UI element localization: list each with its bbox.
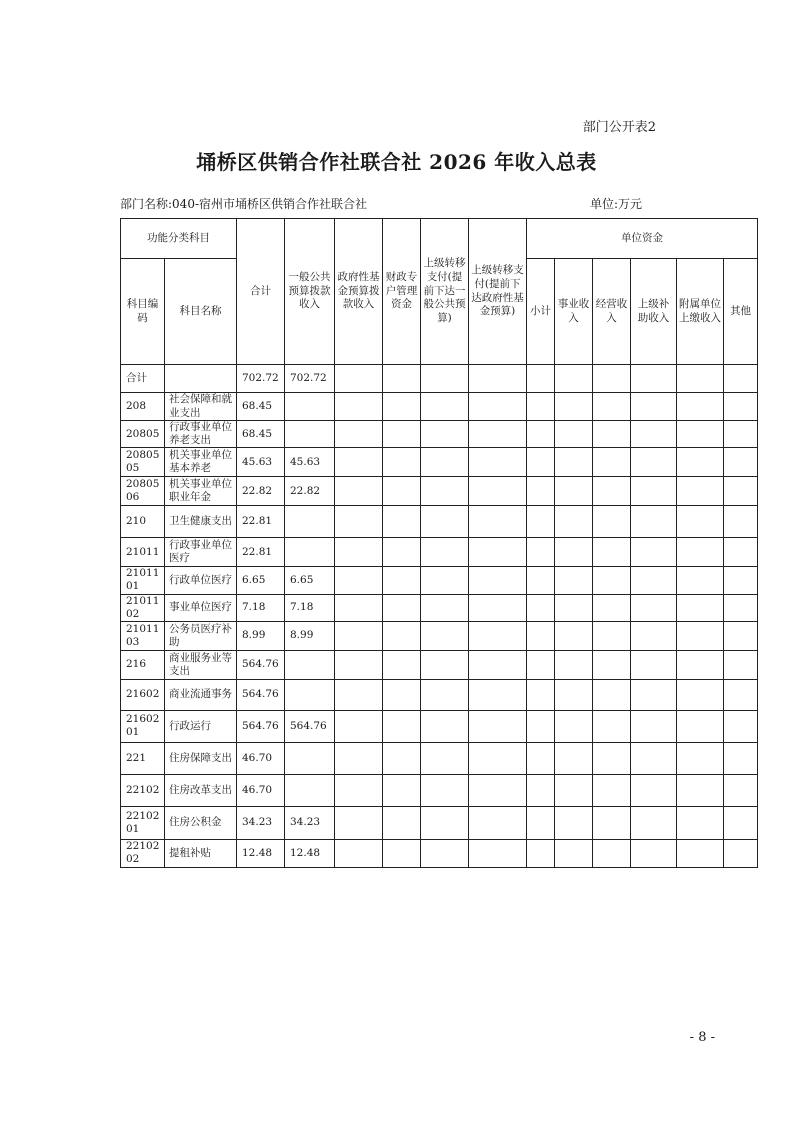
cell-empty: [527, 710, 555, 742]
table-row: [121, 421, 758, 448]
cell-empty: [593, 365, 631, 393]
table-row: [121, 710, 758, 742]
cell-empty: [724, 448, 758, 477]
cell-name: 机关事业单位职业年金: [165, 477, 237, 506]
cell-empty: [593, 679, 631, 710]
header-general-budget: 一般公共预算拨款收入: [285, 219, 335, 365]
cell-empty: [631, 477, 677, 506]
table-row: [121, 774, 758, 806]
cell-empty: [555, 567, 593, 594]
cell-empty: [593, 650, 631, 679]
cell-general-budget: 6.65: [285, 567, 335, 594]
header-subtotal: 小计: [527, 259, 555, 365]
cell-empty: [527, 393, 555, 421]
cell-empty: [677, 774, 724, 806]
cell-empty: [383, 477, 421, 506]
header-affiliate: 附属单位上缴收入: [677, 259, 724, 365]
page-title: 埇桥区供销合作社联合社 2026 年收入总表: [196, 150, 597, 174]
cell-name: 行政事业单位医疗: [165, 538, 237, 567]
cell-general-budget: 34.23: [285, 806, 335, 839]
cell-empty: [335, 365, 383, 393]
header-transfer-fund: 上级转移支付(提前下达政府性基金预算): [469, 219, 527, 365]
cell-empty: [335, 421, 383, 448]
cell-total: 22.82: [237, 477, 285, 506]
cell-name: 卫生健康支出: [165, 506, 237, 538]
cell-empty: [555, 448, 593, 477]
cell-empty: [724, 839, 758, 867]
cell-empty: [469, 774, 527, 806]
cell-empty: [593, 621, 631, 650]
cell-empty: [527, 506, 555, 538]
cell-code: 2101103: [121, 621, 165, 650]
header-func-category: 功能分类科目: [121, 219, 237, 259]
cell-total: 702.72: [237, 365, 285, 393]
cell-general-budget: [285, 679, 335, 710]
cell-empty: [335, 710, 383, 742]
cell-total: 564.76: [237, 679, 285, 710]
cell-empty: [724, 594, 758, 621]
cell-empty: [335, 774, 383, 806]
cell-code: 2101101: [121, 567, 165, 594]
cell-empty: [421, 421, 469, 448]
cell-empty: [631, 742, 677, 774]
cell-empty: [677, 506, 724, 538]
cell-empty: [383, 365, 421, 393]
cell-empty: [383, 421, 421, 448]
department-label: 部门名称:040-宿州市埇桥区供销合作社联合社: [120, 197, 368, 211]
cell-empty: [677, 538, 724, 567]
cell-empty: [555, 621, 593, 650]
cell-empty: [631, 679, 677, 710]
cell-total: 46.70: [237, 774, 285, 806]
cell-empty: [555, 365, 593, 393]
cell-empty: [469, 477, 527, 506]
table-row: [121, 806, 758, 839]
cell-empty: [383, 448, 421, 477]
cell-empty: [383, 567, 421, 594]
cell-empty: [677, 742, 724, 774]
cell-empty: [469, 393, 527, 421]
cell-empty: [383, 506, 421, 538]
cell-empty: [421, 393, 469, 421]
cell-empty: [555, 742, 593, 774]
cell-empty: [724, 806, 758, 839]
header-unit-funds: 单位资金: [527, 219, 758, 259]
cell-empty: [421, 567, 469, 594]
cell-empty: [383, 710, 421, 742]
cell-empty: [724, 365, 758, 393]
cell-empty: [724, 506, 758, 538]
cell-empty: [469, 594, 527, 621]
cell-empty: [677, 365, 724, 393]
cell-empty: [555, 421, 593, 448]
header-gov-fund: 政府性基金预算拨款收入: [335, 219, 383, 365]
cell-empty: [593, 477, 631, 506]
cell-empty: [335, 742, 383, 774]
header-business: 事业收入: [555, 259, 593, 365]
cell-empty: [421, 538, 469, 567]
cell-empty: [469, 710, 527, 742]
cell-empty: [527, 806, 555, 839]
cell-empty: [421, 506, 469, 538]
cell-empty: [631, 710, 677, 742]
cell-empty: [469, 365, 527, 393]
cell-empty: [724, 621, 758, 650]
cell-empty: [631, 839, 677, 867]
cell-empty: [383, 774, 421, 806]
cell-empty: [555, 393, 593, 421]
cell-code: 216: [121, 650, 165, 679]
cell-general-budget: [285, 650, 335, 679]
table-row: [121, 448, 758, 477]
cell-empty: [677, 621, 724, 650]
table-row: [121, 621, 758, 650]
cell-name: [165, 365, 237, 393]
cell-empty: [631, 365, 677, 393]
cell-empty: [421, 477, 469, 506]
header-other: 其他: [724, 259, 758, 365]
cell-empty: [335, 393, 383, 421]
cell-empty: [677, 448, 724, 477]
table-row: [121, 594, 758, 621]
cell-empty: [469, 538, 527, 567]
cell-empty: [631, 594, 677, 621]
table-row: [121, 506, 758, 538]
cell-empty: [469, 679, 527, 710]
cell-empty: [383, 594, 421, 621]
cell-general-budget: 12.48: [285, 839, 335, 867]
cell-empty: [335, 448, 383, 477]
cell-empty: [724, 679, 758, 710]
cell-empty: [421, 448, 469, 477]
header-code: 科目编码: [121, 259, 165, 365]
cell-empty: [527, 538, 555, 567]
cell-empty: [421, 710, 469, 742]
cell-empty: [631, 621, 677, 650]
cell-name: 行政事业单位养老支出: [165, 421, 237, 448]
cell-empty: [421, 621, 469, 650]
cell-empty: [555, 806, 593, 839]
cell-empty: [593, 448, 631, 477]
cell-code: 2210202: [121, 839, 165, 867]
cell-empty: [421, 650, 469, 679]
table-row: [121, 567, 758, 594]
cell-general-budget: 564.76: [285, 710, 335, 742]
table-row: [121, 650, 758, 679]
cell-total: 564.76: [237, 710, 285, 742]
header-subsidy: 上级补助收入: [631, 259, 677, 365]
cell-empty: [527, 567, 555, 594]
cell-empty: [724, 742, 758, 774]
cell-empty: [527, 448, 555, 477]
cell-empty: [469, 567, 527, 594]
cell-total: 8.99: [237, 621, 285, 650]
cell-empty: [527, 679, 555, 710]
cell-empty: [593, 710, 631, 742]
cell-empty: [527, 839, 555, 867]
cell-empty: [677, 679, 724, 710]
cell-empty: [469, 839, 527, 867]
cell-total: 6.65: [237, 567, 285, 594]
cell-empty: [555, 538, 593, 567]
cell-empty: [724, 710, 758, 742]
cell-total: 7.18: [237, 594, 285, 621]
header-transfer-general: 上级转移支付(提前下达一般公共预算): [421, 219, 469, 365]
cell-name: 事业单位医疗: [165, 594, 237, 621]
cell-empty: [527, 774, 555, 806]
cell-empty: [335, 594, 383, 621]
cell-total: 45.63: [237, 448, 285, 477]
cell-empty: [421, 679, 469, 710]
table-row: [121, 365, 758, 393]
cell-general-budget: [285, 506, 335, 538]
cell-empty: [593, 567, 631, 594]
unit-label: 单位:万元: [590, 197, 643, 211]
cell-empty: [527, 477, 555, 506]
cell-code: 合计: [121, 365, 165, 393]
cell-empty: [421, 365, 469, 393]
income-summary-table: [120, 218, 758, 868]
cell-empty: [593, 742, 631, 774]
cell-empty: [677, 421, 724, 448]
cell-empty: [677, 710, 724, 742]
cell-empty: [555, 679, 593, 710]
cell-empty: [421, 806, 469, 839]
cell-total: 68.45: [237, 421, 285, 448]
cell-empty: [677, 839, 724, 867]
cell-empty: [677, 567, 724, 594]
cell-empty: [527, 365, 555, 393]
table-row: [121, 538, 758, 567]
cell-empty: [631, 421, 677, 448]
cell-general-budget: [285, 742, 335, 774]
cell-empty: [724, 538, 758, 567]
cell-code: 2210201: [121, 806, 165, 839]
cell-empty: [383, 650, 421, 679]
cell-empty: [724, 477, 758, 506]
table-row: [121, 393, 758, 421]
cell-empty: [677, 393, 724, 421]
cell-empty: [335, 839, 383, 867]
cell-empty: [335, 538, 383, 567]
cell-total: 22.81: [237, 506, 285, 538]
cell-empty: [527, 421, 555, 448]
cell-empty: [469, 742, 527, 774]
cell-name: 住房保障支出: [165, 742, 237, 774]
cell-empty: [335, 621, 383, 650]
cell-empty: [469, 506, 527, 538]
header-total: 合计: [237, 219, 285, 365]
cell-empty: [593, 594, 631, 621]
cell-name: 公务员医疗补助: [165, 621, 237, 650]
cell-name: 住房公积金: [165, 806, 237, 839]
cell-empty: [631, 506, 677, 538]
cell-empty: [383, 679, 421, 710]
cell-empty: [724, 650, 758, 679]
cell-code: 210: [121, 506, 165, 538]
cell-name: 机关事业单位基本养老: [165, 448, 237, 477]
cell-empty: [555, 477, 593, 506]
cell-empty: [335, 567, 383, 594]
cell-empty: [631, 448, 677, 477]
cell-code: 2080505: [121, 448, 165, 477]
cell-empty: [383, 806, 421, 839]
cell-code: 2160201: [121, 710, 165, 742]
cell-empty: [724, 774, 758, 806]
cell-empty: [677, 477, 724, 506]
cell-empty: [383, 742, 421, 774]
cell-total: 22.81: [237, 538, 285, 567]
cell-empty: [555, 506, 593, 538]
cell-code: 21602: [121, 679, 165, 710]
cell-code: 21011: [121, 538, 165, 567]
cell-general-budget: [285, 774, 335, 806]
cell-general-budget: [285, 538, 335, 567]
cell-empty: [421, 839, 469, 867]
cell-empty: [555, 594, 593, 621]
cell-empty: [335, 679, 383, 710]
cell-empty: [593, 839, 631, 867]
cell-empty: [631, 806, 677, 839]
header-fiscal-special: 财政专户管理资金: [383, 219, 421, 365]
cell-empty: [631, 567, 677, 594]
cell-empty: [593, 393, 631, 421]
cell-empty: [335, 477, 383, 506]
cell-empty: [383, 538, 421, 567]
cell-empty: [593, 506, 631, 538]
header-name: 科目名称: [165, 259, 237, 365]
cell-empty: [335, 806, 383, 839]
cell-general-budget: [285, 393, 335, 421]
cell-empty: [724, 393, 758, 421]
cell-empty: [724, 421, 758, 448]
cell-empty: [469, 621, 527, 650]
cell-empty: [383, 621, 421, 650]
cell-code: 2101102: [121, 594, 165, 621]
cell-empty: [593, 774, 631, 806]
table-row: [121, 839, 758, 867]
cell-empty: [421, 742, 469, 774]
cell-empty: [677, 806, 724, 839]
cell-code: 2080506: [121, 477, 165, 506]
cell-empty: [469, 650, 527, 679]
cell-empty: [631, 650, 677, 679]
cell-empty: [724, 567, 758, 594]
cell-total: 68.45: [237, 393, 285, 421]
table-row: [121, 477, 758, 506]
table-row: [121, 679, 758, 710]
cell-empty: [335, 650, 383, 679]
cell-name: 社会保障和就业支出: [165, 393, 237, 421]
table-row: [121, 742, 758, 774]
cell-empty: [421, 774, 469, 806]
cell-total: 564.76: [237, 650, 285, 679]
cell-empty: [555, 710, 593, 742]
cell-empty: [421, 594, 469, 621]
cell-empty: [527, 742, 555, 774]
cell-empty: [383, 393, 421, 421]
cell-code: 20805: [121, 421, 165, 448]
cell-empty: [469, 421, 527, 448]
cell-empty: [527, 594, 555, 621]
cell-empty: [593, 421, 631, 448]
cell-empty: [555, 839, 593, 867]
cell-name: 行政单位医疗: [165, 567, 237, 594]
cell-general-budget: 45.63: [285, 448, 335, 477]
cell-empty: [527, 621, 555, 650]
cell-total: 34.23: [237, 806, 285, 839]
cell-name: 商业流通事务: [165, 679, 237, 710]
cell-name: 住房改革支出: [165, 774, 237, 806]
cell-code: 22102: [121, 774, 165, 806]
cell-empty: [631, 538, 677, 567]
cell-empty: [383, 839, 421, 867]
cell-empty: [469, 806, 527, 839]
cell-general-budget: 7.18: [285, 594, 335, 621]
cell-empty: [555, 650, 593, 679]
cell-name: 商业服务业等支出: [165, 650, 237, 679]
cell-empty: [469, 448, 527, 477]
cell-general-budget: 8.99: [285, 621, 335, 650]
cell-empty: [593, 806, 631, 839]
cell-name: 提租补贴: [165, 839, 237, 867]
cell-empty: [677, 594, 724, 621]
table-number-label: 部门公开表2: [582, 120, 656, 135]
cell-general-budget: [285, 421, 335, 448]
cell-total: 12.48: [237, 839, 285, 867]
header-operating: 经营收入: [593, 259, 631, 365]
cell-general-budget: 22.82: [285, 477, 335, 506]
cell-empty: [677, 650, 724, 679]
cell-empty: [527, 650, 555, 679]
page-number: - 8 -: [689, 1030, 715, 1045]
cell-code: 208: [121, 393, 165, 421]
cell-empty: [631, 393, 677, 421]
cell-empty: [593, 538, 631, 567]
cell-empty: [555, 774, 593, 806]
cell-empty: [631, 774, 677, 806]
cell-empty: [335, 506, 383, 538]
cell-general-budget: 702.72: [285, 365, 335, 393]
cell-total: 46.70: [237, 742, 285, 774]
cell-code: 221: [121, 742, 165, 774]
cell-name: 行政运行: [165, 710, 237, 742]
